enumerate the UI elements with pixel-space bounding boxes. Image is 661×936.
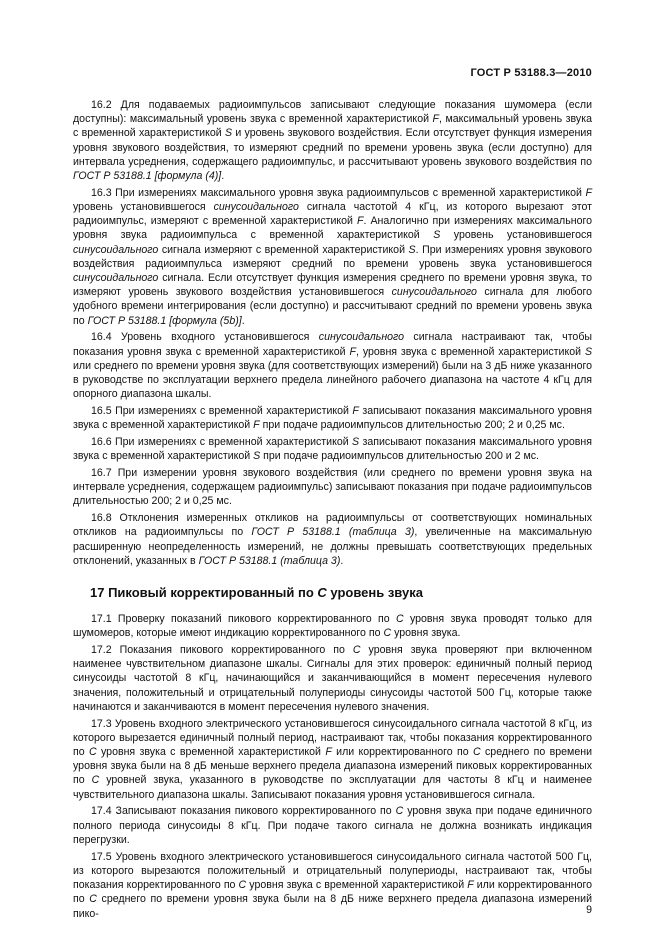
italic-run: F: [357, 215, 364, 228]
paragraph: [73, 717, 592, 802]
text-run: 16.7 При измерении уровня звукового воздействия (или среднего по времени уровня звука на интервале усреднения, содержащем радиоимпульс) записывают показания при подаче радиоимпульсов длительностью 200; 2 и 0,25 мс.: [73, 467, 592, 508]
italic-run: C: [395, 805, 404, 818]
text-run: 17.4 Записывают показания пикового корректированного по: [91, 805, 396, 818]
italic-run: F: [585, 186, 592, 199]
italic-run: S: [253, 450, 261, 463]
text-run: сигнала для любого удобного времени интегрирования (если доступно) и рассчитывают средний по времени уровень звука по: [73, 286, 592, 327]
section-16-body: [73, 98, 592, 568]
text-run: 17.5 Уровень входного электрического установившегося синусоидального сигнала частотой 500 Гц, из которого вырезаются положительный и отрицательный полупериоды, настраивают так, чтобы показания корректированного по: [73, 850, 592, 892]
italic-run: F: [349, 345, 356, 358]
italic-run: синусоидального: [391, 286, 477, 299]
text-run: .: [241, 314, 245, 327]
document-header: ГОСТ Р 53188.3—2010: [470, 67, 592, 79]
italic-run: C: [91, 774, 100, 787]
italic-run: C: [89, 893, 97, 906]
text-run: записывают показания максимального уровня звука с временной характеристикой: [73, 405, 592, 432]
paragraph: [73, 98, 592, 183]
text-run: уровня звука.: [391, 627, 461, 640]
text-run: , максимальный уровень звука с временной характеристикой: [73, 113, 592, 140]
paragraph: [73, 186, 592, 328]
italic-run: ГОСТ Р 53188.1 (таблица 3): [251, 526, 415, 539]
italic-run: синусоидального: [73, 272, 159, 285]
text-run: или корректированного по: [73, 879, 593, 906]
italic-run: S: [433, 229, 441, 242]
paragraph: [73, 850, 592, 921]
text-run: 17.1 Проверку показаний пикового корректированного по: [91, 613, 396, 626]
italic-run: S: [584, 345, 593, 358]
text-run: , уровня звука с временной характеристикой: [356, 345, 585, 358]
italic-run: C: [395, 613, 404, 626]
text-run: , увеличенные на максимальную расширенную неопределенность измерений, не должны превышать соответствующих предельных отклонений, указанных в: [73, 526, 592, 567]
text-run: 16.4 Уровень входного установившегося: [91, 331, 319, 344]
text-run: уровня звука проводят только для шумомеров, которые имеют индикацию корректированного по: [73, 613, 592, 640]
italic-run: ГОСТ Р 53188.1 [формула (4)]: [73, 170, 222, 183]
text-run: . Аналогично при измерениях максимального уровня звука радиоимпульса с временной характеристикой: [73, 215, 592, 242]
text-run: .: [221, 170, 225, 183]
italic-run: ГОСТ Р 53188.1 [формула (5b)]: [87, 314, 242, 327]
text-run: 16.5 При измерениях с временной характеристикой: [91, 405, 353, 418]
italic-run: S: [224, 127, 233, 140]
section-17-heading: [90, 585, 592, 601]
paragraph: [73, 435, 592, 463]
text-run: 16.6 При измерениях с временной характеристикой: [91, 436, 353, 449]
text-run: при подаче радиоимпульсов длительностью 200 и 2 мс.: [260, 450, 540, 463]
text-run: 16.2 Для подаваемых радиоимпульсов записывают следующие показания шумомера (если доступны): максимальный уровень звука с временной характеристикой: [73, 99, 592, 126]
text-run: сигнала настраивают так, чтобы показания уровня звука с временной характеристикой: [73, 331, 592, 358]
text-run: .: [340, 554, 344, 567]
section-17-heading-prefix: 17 Пиковый корректированный по: [90, 585, 318, 601]
italic-run: C: [352, 644, 361, 657]
text-run: среднего по времени уровня звука были на 8 дБ меньше верхнего предела диапазона измерений пиковых корректированных по: [73, 746, 592, 787]
paragraph: [73, 466, 592, 509]
italic-run: F: [253, 419, 260, 432]
paragraph: [73, 511, 592, 568]
text-run: уровня звука при подаче единичного полного периода синусоиды 8 кГц. При подаче такого сигнала не должна возникать индикация перегрузки.: [73, 805, 592, 846]
italic-run: F: [352, 405, 359, 418]
italic-run: C: [473, 746, 481, 759]
text-run: уровень установившегося: [73, 201, 214, 214]
italic-run: S: [352, 436, 360, 449]
paragraph: [73, 804, 592, 847]
page-number: 9: [586, 904, 592, 916]
italic-run: C: [238, 879, 247, 892]
text-run: 16.8 Отклонения измеренных откликов на радиоимпульсы от соответствующих номинальных откликов на радиоимпульсы по: [73, 512, 592, 539]
text-run: среднего по времени уровня звука были на 8 дБ ниже верхнего предела диапазона измерений пико-: [73, 893, 592, 920]
italic-run: синусоидального: [318, 331, 405, 344]
italic-run: синусоидального: [73, 243, 159, 256]
section-17-heading-suffix: уровень звука: [326, 585, 423, 601]
italic-run: синусоидального: [213, 201, 299, 214]
italic-run: F: [467, 879, 474, 892]
section-17-body: [73, 612, 592, 921]
text-run: 17.2 Показания пикового корректированного по: [91, 644, 353, 657]
text-run: уровней звука, указанного в руководстве по эксплуатации для частоты 8 кГц и наименее чувствительного диапазона шкалы. Записывают показания уровня установившегося сигнала.: [73, 774, 592, 801]
text-run: или корректированного по: [331, 746, 473, 759]
italic-run: C: [88, 746, 97, 759]
text-run: уровня звука с временной характеристикой: [96, 746, 326, 759]
italic-run: F: [432, 113, 440, 126]
italic-run: C: [383, 627, 392, 640]
paragraph: [73, 330, 592, 401]
text-run: сигнала частотой 4 кГц, из которого вырезают этот радиоимпульс, измеряют с временной характеристикой: [73, 201, 592, 228]
text-run: при подаче радиоимпульсов длительностью 200; 2 и 0,25 мс.: [259, 419, 565, 432]
paragraph: [73, 612, 592, 640]
text-run: сигнала. Если отсутствует функция измерения среднего по времени уровня звука, то измеряют уровень звукового воздействия установившегося: [73, 272, 592, 299]
text-run: или среднего по времени уровня звука (для соответствующих измерений) были на 3 дБ ниже указанного в руководстве по эксплуатации верхнего предела линейного рабочего диапазона на частоте 4 кГц для опорного диапазона шкалы.: [73, 359, 592, 401]
italic-run: F: [325, 746, 332, 759]
text-run: 17.3 Уровень входного электрического установившегося синусоидального сигнала частотой 8 кГц, из которого вырезается единичный полный период, настраивают так, чтобы показания корректированного по: [73, 717, 592, 759]
italic-run: S: [408, 243, 416, 256]
page-content: [73, 98, 592, 923]
section-17-heading-c: C: [317, 585, 327, 601]
text-run: . При измерениях уровня звукового воздействия радиоимпульса измеряют средний по времени уровень звука установившегося: [73, 243, 592, 270]
text-run: уровень установившегося: [440, 229, 592, 242]
text-run: сигнала измеряют с временной характеристикой: [158, 243, 409, 256]
text-run: и уровень звукового воздействия. Если отсутствует функция измерения уровня звукового воздействия, то измеряют средний по времени уровень звука (если доступно) для интервала усреднения, содержащего радиоимпульс, и рассчитывают уровень звукового воздействия по: [73, 127, 592, 168]
text-run: уровня звука проверяют при включенном наименее чувствительном диапазоне шкалы. Сигналы для этих проверок: единичный полный период синусоиды частотой 8 кГц, начинающийся и заканчивающийся в момент пересечения нулевого значения, положительный и отрицательный полупериоды синусоиды частотой 500 Гц, которые также начинаются и заканчиваются в момент пересечения нулевого значения.: [73, 644, 592, 713]
paragraph: [73, 404, 592, 432]
text-run: записывают показания максимального уровня звука с временной характеристикой: [73, 436, 592, 463]
text-run: 16.3 При измерениях максимального уровня звука радиоимпульсов с временной характеристикой: [91, 186, 586, 199]
italic-run: ГОСТ Р 53188.1 (таблица 3): [198, 554, 341, 567]
text-run: уровня звука с временной характеристикой: [246, 879, 468, 892]
paragraph: [73, 643, 592, 714]
